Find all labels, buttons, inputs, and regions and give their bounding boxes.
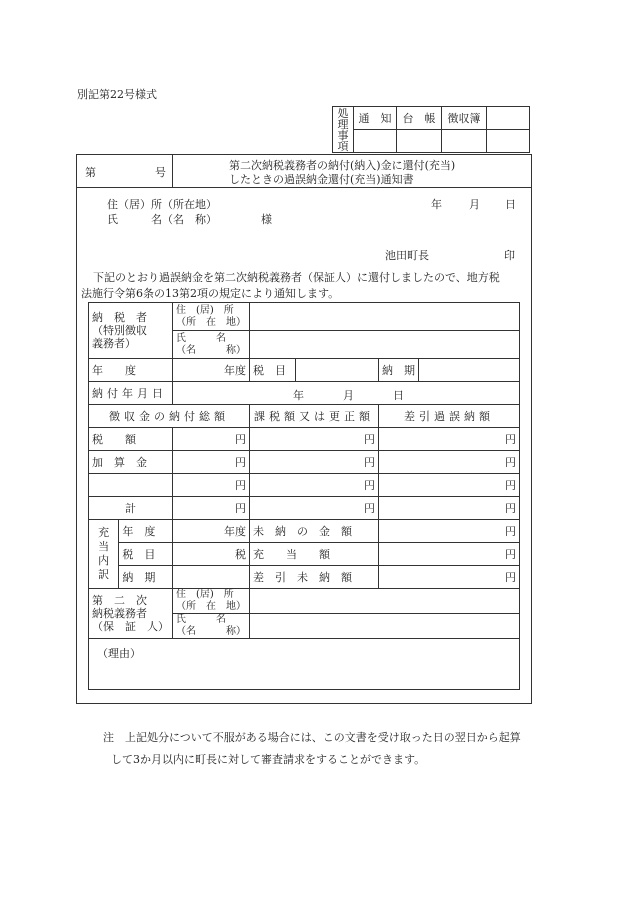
- date-month: 月: [469, 198, 480, 211]
- date-day: 日: [505, 198, 516, 211]
- allocation-char-2: 当: [98, 540, 110, 553]
- allocation-period-label: 納 期: [119, 566, 173, 589]
- taxpayer-label-3: 義務者）: [92, 337, 136, 350]
- date-year: 年: [431, 198, 442, 211]
- allocation-char-3: 内: [98, 554, 110, 567]
- processing-col-blank: [487, 107, 530, 130]
- name-line: 氏 名（名 称）: [107, 213, 217, 226]
- secondary-label-1: 第 二 次: [92, 594, 147, 607]
- body-text-2: 法施行令第6条の13第2項の規定により通知します。: [81, 287, 340, 300]
- payment-year: 年: [293, 389, 304, 402]
- secondary-address-label: [173, 589, 250, 614]
- taxpayer-address-field[interactable]: [250, 303, 520, 331]
- year-field: 年度: [173, 359, 250, 382]
- period-field[interactable]: [418, 359, 519, 382]
- header-assessed: 課税額又は更正額: [250, 405, 379, 428]
- blank-paid[interactable]: 円: [173, 474, 250, 497]
- reason-label: （理由）: [97, 647, 141, 660]
- processing-vertical-label: [333, 107, 354, 153]
- header-overpaid: 差引過誤納額: [378, 405, 519, 428]
- payment-date-field[interactable]: [173, 382, 520, 405]
- allocated-amount[interactable]: 円: [378, 543, 519, 566]
- taxpayer-label-1: 納 税 者: [92, 311, 147, 324]
- surcharge-assessed[interactable]: 円: [250, 451, 379, 474]
- secondary-taxpayer-label: [89, 589, 173, 639]
- processing-cell[interactable]: [442, 130, 487, 153]
- processing-table: [332, 106, 530, 153]
- total-overpaid[interactable]: 円: [378, 497, 519, 520]
- payment-month: 月: [343, 389, 354, 402]
- allocation-label: [89, 520, 119, 589]
- payment-date-label: 納付年月日: [89, 382, 173, 405]
- year-label: 年 度: [89, 359, 173, 382]
- tax-item-label: 税 目: [250, 359, 296, 382]
- name-label-1: 氏 名: [176, 332, 226, 344]
- taxpayer-label: [89, 303, 173, 359]
- tax-amount-label: 税 額: [89, 428, 173, 451]
- address-label-2: （所 在 地）: [176, 316, 246, 328]
- address-line: 住（居）所（所在地）: [107, 198, 217, 211]
- secondary-label-3: （保 証 人）: [92, 620, 169, 633]
- tax-amount-overpaid[interactable]: 円: [378, 428, 519, 451]
- processing-label-text: 処理事項: [337, 106, 349, 153]
- address-label-1: 住 (居) 所: [176, 304, 234, 316]
- form-header: [77, 155, 531, 188]
- total-paid[interactable]: 円: [173, 497, 250, 520]
- secondary-name-label: [173, 614, 250, 639]
- processing-col-ledger: 台 帳: [397, 107, 442, 130]
- processing-cell[interactable]: [487, 130, 530, 153]
- reason-box[interactable]: [89, 639, 520, 690]
- note: [103, 727, 521, 771]
- allocation-year-field[interactable]: 年度: [173, 520, 250, 543]
- total-assessed[interactable]: 円: [250, 497, 379, 520]
- secondary-address-label-1: 住 (居) 所: [176, 589, 234, 600]
- allocation-char-4: 訳: [98, 568, 110, 581]
- header-total-paid: 徴収金の納付総額: [89, 405, 250, 428]
- name-label-2: （名 称）: [176, 344, 246, 356]
- note-line-2: して3か月以内に町長に対して審査請求をすることができます。: [111, 753, 426, 766]
- number-suffix: 号: [155, 166, 166, 179]
- unpaid-label: 未 納 の 金 額: [250, 520, 379, 543]
- allocation-year-label: 年 度: [119, 520, 173, 543]
- surcharge-paid[interactable]: 円: [173, 451, 250, 474]
- note-line-1: 注 上記処分について不服がある場合には、この文書を受け取った日の翌日から起算: [103, 731, 521, 744]
- seal-mark: 印: [504, 249, 515, 262]
- allocation-tax-field[interactable]: 税: [173, 543, 250, 566]
- allocation-tax-label: 税 目: [119, 543, 173, 566]
- taxpayer-name-field[interactable]: [250, 331, 520, 359]
- secondary-name-field[interactable]: [250, 614, 520, 639]
- processing-cell[interactable]: [397, 130, 442, 153]
- tax-amount-paid[interactable]: 円: [173, 428, 250, 451]
- sama-label: 様: [261, 213, 272, 226]
- issuer: 池田町長: [385, 249, 429, 262]
- total-label: 計: [89, 497, 173, 520]
- blank-label: [89, 474, 173, 497]
- body-text-1: 下記のとおり過誤納金を第二次納税義務者（保証人）に還付しましたので、地方税: [93, 271, 500, 284]
- processing-col-collection: 徴収簿: [442, 107, 487, 130]
- unpaid-amount[interactable]: 円: [378, 520, 519, 543]
- title-line-2: したときの過誤納金還付(充当)通知書: [229, 173, 414, 186]
- blank-overpaid[interactable]: 円: [378, 474, 519, 497]
- tax-item-field[interactable]: [295, 359, 378, 382]
- surcharge-label: 加 算 金: [89, 451, 173, 474]
- secondary-address-field[interactable]: [250, 589, 520, 614]
- secondary-name-label-1: 氏 名: [176, 614, 226, 625]
- secondary-address-label-2: （所 在 地）: [176, 601, 246, 612]
- secondary-label-2: 納税義務者: [92, 607, 147, 620]
- processing-col-notice: 通 知: [354, 107, 397, 130]
- title-line-1: 第二次納税義務者の納付(納入)金に還付(充当): [229, 159, 456, 172]
- allocation-period-field[interactable]: [173, 566, 250, 589]
- detail-table: [88, 302, 520, 690]
- taxpayer-name-label: [173, 331, 250, 359]
- payment-day: 日: [393, 389, 404, 402]
- period-label: 納 期: [378, 359, 418, 382]
- allocation-char-1: 充: [98, 526, 110, 539]
- number-cell: [77, 155, 173, 187]
- net-unpaid-label: 差 引 未 納 額: [250, 566, 379, 589]
- taxpayer-address-label: [173, 303, 250, 331]
- processing-cell[interactable]: [354, 130, 397, 153]
- form-label: 別記第22号様式: [77, 88, 157, 101]
- number-prefix: 第: [85, 166, 96, 179]
- tax-amount-assessed[interactable]: 円: [250, 428, 379, 451]
- surcharge-overpaid[interactable]: 円: [378, 451, 519, 474]
- secondary-name-label-2: （名 称）: [176, 626, 246, 637]
- net-unpaid-amount[interactable]: 円: [378, 566, 519, 589]
- taxpayer-label-2: （特別徴収: [92, 324, 147, 337]
- blank-assessed[interactable]: 円: [250, 474, 379, 497]
- allocated-label: 充 当 額: [250, 543, 379, 566]
